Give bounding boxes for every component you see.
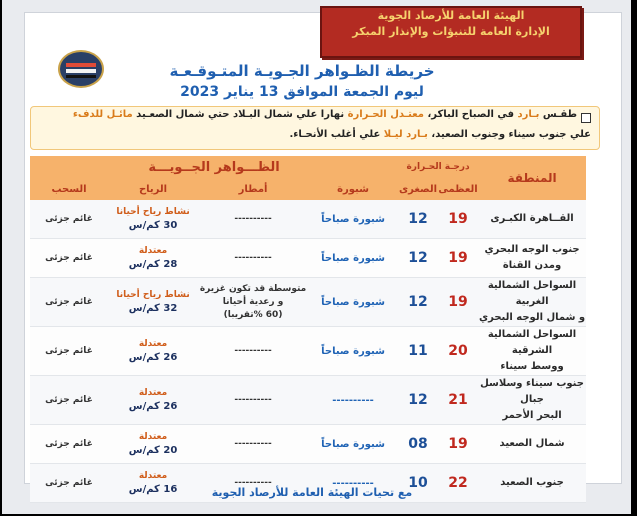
rain-cell (198, 327, 308, 376)
page-title: خريطة الظـواهر الجـويـة المتـوقـعـة (169, 62, 435, 80)
region-name: السواحل الشمالية الشرقية (487, 329, 577, 356)
max-temp-cell: 20 (438, 327, 478, 376)
region-cell (478, 278, 586, 327)
wind-text: معتدلة (138, 339, 168, 349)
region-name: السواحل الشمالية الغربية (487, 280, 577, 307)
col-temp-header: درجـة الحـرارة (398, 156, 478, 178)
wind-speed: 20 كم/س (128, 445, 178, 456)
wind-speed: 26 كم/س (128, 352, 178, 363)
col-phenomena-header: الظـــواهر الجــويـــة (30, 156, 398, 178)
org-banner (320, 6, 582, 58)
wind-cell (108, 376, 198, 425)
region-cell (478, 376, 586, 425)
region-name: جنوب سيناء وسلاسل جبال (480, 378, 584, 405)
wind-text: نشاط رياح أحيانا (116, 290, 190, 300)
max-temp-cell: 19 (438, 425, 478, 464)
fog-cell: شبورة صباحاً (308, 239, 398, 278)
cloud-cell: غائم جزئى (30, 239, 108, 278)
min-temp-cell: 12 (398, 376, 438, 425)
table-row (30, 239, 586, 278)
fog-cell: ---------- (308, 464, 398, 503)
col-wind-header: الرياح (108, 178, 198, 200)
region-name: شمال الصعيد (499, 438, 565, 449)
wind-text: معتدلة (138, 471, 168, 481)
max-temp-cell: 19 (438, 278, 478, 327)
wind-cell (108, 425, 198, 464)
cloud-cell: غائم جزئى (30, 376, 108, 425)
min-temp-cell: 12 (398, 239, 438, 278)
col-min-header: الصغرى (398, 178, 438, 200)
min-temp-cell: 08 (398, 425, 438, 464)
table-row (30, 200, 586, 239)
checkbox-icon (581, 113, 591, 123)
region-name-line2: ووسط سيناء (500, 361, 564, 372)
org-department: الإدارة العامة للتنبؤات والإنذار المبكر (352, 25, 550, 38)
forecast-date: ليوم الجمعة الموافق 13 يناير 2023 (180, 84, 424, 100)
wind-text: معتدلة (138, 246, 168, 256)
min-temp-cell: 12 (398, 200, 438, 239)
col-cloud-header: السحب (30, 178, 108, 200)
region-name-line2: البحر الأحمر (502, 410, 562, 421)
summary-line-2: علي جنوب سيناء وجنوب الصعيد، بـارد ليـلا علي أغلب الأنحـاء. (289, 129, 591, 140)
cloud-cell: غائم جزئى (30, 278, 108, 327)
region-cell (478, 425, 586, 464)
rain-cell (198, 376, 308, 425)
max-temp-cell: 19 (438, 200, 478, 239)
rain-text: ---------- (234, 345, 272, 356)
org-name: الهيئة العامة للأرصاد الجوية (377, 9, 525, 22)
region-name: جنوب الصعيد (500, 477, 564, 488)
forecast-rows (30, 200, 586, 503)
rain-cell (198, 200, 308, 239)
cloud-cell: غائم جزئى (30, 327, 108, 376)
rain-cell (198, 239, 308, 278)
rain-cell (198, 425, 308, 464)
wind-speed: 28 كم/س (128, 259, 178, 270)
region-cell (478, 200, 586, 239)
wind-speed: 16 كم/س (128, 484, 178, 495)
rain-text: ---------- (234, 477, 272, 488)
fog-cell: شبورة صباحاً (308, 200, 398, 239)
wind-cell (108, 239, 198, 278)
rain-text: ---------- (234, 213, 272, 224)
weather-summary (30, 106, 600, 150)
cloud-cell: غائم جزئى (30, 200, 108, 239)
region-name-line2: ومدن القناة (502, 260, 562, 271)
rain-cell (198, 278, 308, 327)
min-temp-cell: 11 (398, 327, 438, 376)
wind-text: معتدلة (138, 388, 168, 398)
max-temp-cell: 19 (438, 239, 478, 278)
min-temp-cell: 10 (398, 464, 438, 503)
fog-cell: شبورة صباحاً (308, 425, 398, 464)
table-row (30, 278, 586, 327)
table-row (30, 425, 586, 464)
col-rain-header: أمطار (198, 178, 308, 200)
col-fog-header: شبورة (308, 178, 398, 200)
fog-cell: ---------- (308, 376, 398, 425)
table-row (30, 327, 586, 376)
footer-credit: مع تحيات الهيئة العامة للأرصاد الجوية (211, 486, 413, 499)
region-name: جنوب الوجه البحري (484, 244, 580, 255)
wind-speed: 30 كم/س (128, 220, 178, 231)
max-temp-cell: 22 (438, 464, 478, 503)
fog-cell: شبورة صباحاً (308, 327, 398, 376)
region-cell (478, 464, 586, 503)
table-row (30, 376, 586, 425)
wind-text: معتدلة (138, 432, 168, 442)
cloud-cell: غائم جزئى (30, 464, 108, 503)
wind-cell (108, 327, 198, 376)
wind-speed: 26 كم/س (128, 401, 178, 412)
min-temp-cell: 12 (398, 278, 438, 327)
wind-speed: 32 كم/س (128, 303, 178, 314)
rain-text: ---------- (234, 252, 272, 263)
region-name-line2: و شمال الوجه البحري (478, 312, 586, 323)
fog-cell: شبورة صباحاً (308, 278, 398, 327)
wind-cell (108, 200, 198, 239)
cloud-cell: غائم جزئى (30, 425, 108, 464)
col-max-header: العظمى (438, 178, 478, 200)
rain-text: متوسطة قد تكون غزيرة و رعدية أحيانا (199, 283, 307, 307)
rain-text: ---------- (234, 394, 272, 405)
wind-text: نشاط رياح أحيانا (116, 207, 190, 217)
region-cell (478, 239, 586, 278)
region-name: القــاهرة الكبـرى (490, 213, 574, 224)
max-temp-cell: 21 (438, 376, 478, 425)
screen-frame (2, 0, 631, 514)
col-region-header: المنطقة (478, 156, 586, 200)
rain-probability: (60 %تقريبا) (223, 309, 283, 320)
summary-line-1: طقـس بـارد في الصباح الباكر، معتـدل الحـرارة نهارا علي شمال البـلاد حتي شمال الصعـيد مائـل للدفء (72, 109, 577, 120)
wind-cell (108, 278, 198, 327)
ema-logo-icon (58, 50, 104, 88)
forecast-table (30, 156, 586, 503)
region-cell (478, 327, 586, 376)
rain-text: ---------- (234, 438, 272, 449)
